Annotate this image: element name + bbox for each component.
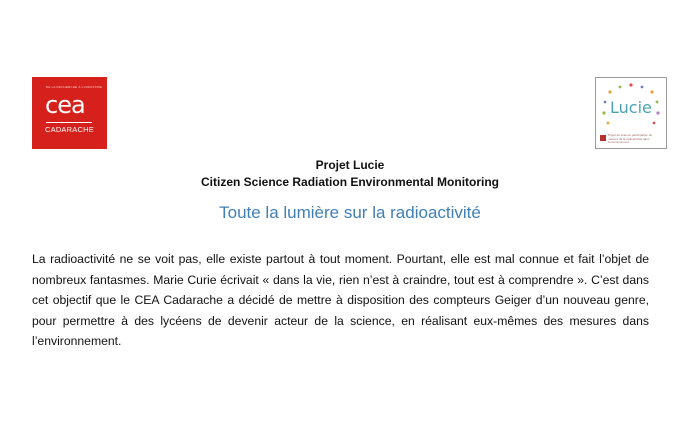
intro-paragraph: La radioactivité ne se voit pas, elle existe partout à tout moment. Pourtant, elle est mal connue et fait l’objet de nombreux fantasmes. Marie Curie écrivait « dans la vie, rien n’est à craindre, tout est à comprendre ». C’est dans cet objectif que le CEA Cadarache a décidé de mettre à disposition des compteurs Geiger d’un nouveau genre, pour permettre à des lycéens de devenir acteur de la science, en réalisant eux-mêmes des mesures dans l’environnement. — [32, 252, 649, 348]
lucie-logo-wordmark: Lucie — [610, 98, 652, 117]
lucie-logo-fine-print: Projet de science participative de mesure de la radioactivité dans l'environnement — [608, 133, 653, 144]
project-tagline: Toute la lumière sur la radioactivité — [219, 203, 481, 222]
cea-logo-tagline: DE LA RECHERCHE À L'INDUSTRIE — [46, 85, 103, 89]
cea-logo-wordmark: cea — [45, 91, 85, 119]
cea-badge-icon — [600, 135, 606, 141]
cea-cadarache-logo — [32, 77, 107, 149]
lucie-project-logo — [595, 77, 667, 149]
project-title: Projet Lucie — [315, 158, 385, 172]
project-subtitle: Citizen Science Radiation Environmental Monitoring — [200, 175, 500, 189]
cea-logo-site: CADARACHE — [45, 125, 94, 134]
cea-logo-divider — [46, 122, 92, 123]
